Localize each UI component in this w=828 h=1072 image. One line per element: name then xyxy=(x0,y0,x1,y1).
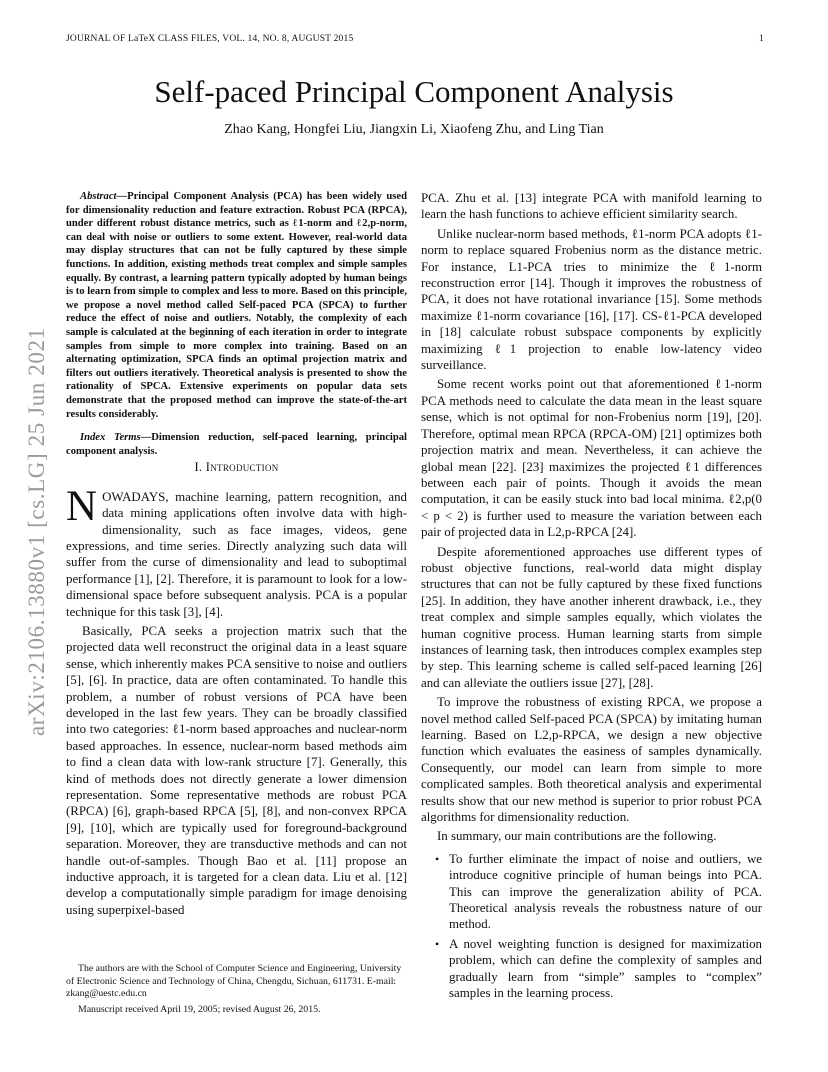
index-terms xyxy=(66,431,407,458)
right-column xyxy=(421,190,762,1005)
abstract-label: Abstract xyxy=(80,191,117,202)
bullet-icon: • xyxy=(435,936,440,951)
index-terms-label: Index Terms xyxy=(80,432,141,444)
intro-paragraph-1 xyxy=(66,482,407,620)
index-terms-text: —Dimension reduction, self-paced learning, principal component analysis. xyxy=(66,432,407,457)
abstract-text: —Principal Component Analysis (PCA) has been widely used for dimensionality reduction and feature extraction. Robust PCA (RPCA), under different robust distance metrics, such as ℓ1-norm and ℓ2,p-norm, can deal with noise or outliers to some extent. However, real-world data may display structures that can not be fully captured by these simple functions. In addition, existing methods treat complex and simple samples equally. By contrast, a learning pattern typically adopted by human beings is to learn from simple to complex and less to more. Based on this principle, we propose a novel method called Self-paced PCA (SPCA) to further reduce the effect of noise and outliers. Notably, the complexity of each sample is calculated at the beginning of each iteration in order to integrate samples from simple to more complex into training. Based on an alternating optimization, SPCA finds an optimal projection matrix and filters out outliers iteratively. Theoretical analysis is presented to show the rationality of SPCA. Extensive experiments on popular data sets demonstrate that the proposed method can improve the state-of-the-art results considerably. xyxy=(66,191,407,420)
abstract xyxy=(66,190,407,421)
right-paragraph-1: PCA. Zhu et al. [13] integrate PCA with manifold learning to learn the hash functions to achieve efficient similarity search. xyxy=(421,191,762,222)
bullet-icon: • xyxy=(435,851,440,866)
running-header: JOURNAL OF LaTeX CLASS FILES, VOL. 14, NO. 8, AUGUST 2015 xyxy=(66,34,354,44)
section-number: I. xyxy=(194,460,203,475)
footnote-affiliation: The authors are with the School of Computer Science and Engineering, University of Electronic Science and Technology of China, Chengdu, Sichuan, 611731. E-mail: zkang@uestc.edu.cn xyxy=(66,963,402,1000)
footnote xyxy=(66,963,407,1016)
list-item xyxy=(421,936,762,1002)
page-number: 1 xyxy=(759,34,764,44)
list-item-text: A novel weighting function is designed for maximization problem, which can define the complexity of samples and gradually learn from “simple” samples to “complex” samples in the learning process. xyxy=(449,936,762,1001)
left-column xyxy=(66,190,407,918)
arxiv-stamp-text: arXiv:2106.13880v1 [cs.LG] 25 Jun 2021 xyxy=(24,327,49,736)
arxiv-stamp xyxy=(22,264,52,736)
right-paragraph-5: To improve the robustness of existing RPCA, we propose a novel method called Self-paced PCA (SPCA) by imitating human learning. Based on L2,p-RPCA, we design a new objective function which evaluates the easiness of samples dynamically. Consequently, our model can learn from simple to more complicated samples. Both theoretical analysis and experimental results show that our new method is superior to prior robust PCA algorithms for dimensionality reduction. xyxy=(421,695,762,825)
right-paragraph-4: Despite aforementioned approaches use different types of robust objective functions, real-world data might display structures that can not be fully captured by these fixed functions [25]. In addition, they have another inherent drawback, i.e., they treat complex and simple samples equally, which violates the human cognitive process. Human learning starts from simple instances of learning task, then introduces complex examples step by step. This learning scheme is called self-paced learning [26] and can alleviate the outliers issue [27], [28]. xyxy=(421,544,762,690)
list-item-text: To further eliminate the impact of noise and outliers, we introduce cognitive principle of human beings into PCA. This can improve the generalization ability of PCA. Theoretical analysis reveals the robustness nature of our method. xyxy=(449,851,762,932)
section-title: Introduction xyxy=(205,460,279,475)
list-item xyxy=(421,851,762,933)
right-paragraph-2: Unlike nuclear-norm based methods, ℓ1-norm PCA adopts ℓ1-norm to replace squared Frobenius norm as the distance metric. For instance, L1-PCA tries to minimize the ℓ1-norm reconstruction error [14]. Though it improves the robustness of PCA, it does not have rotational invariance [15]. Some methods maximize ℓ1-norm covariance [16], [17]. CS-ℓ1-PCA developed in [18] calculate robust subspace components by explicitly maximizing ℓ1 projection to enable low-latency video surveillance. xyxy=(421,226,762,373)
drop-cap: N xyxy=(66,482,98,530)
paper-title: Self-paced Principal Component Analysis xyxy=(154,74,674,109)
contribution-list xyxy=(421,851,762,1002)
footnote-manuscript: Manuscript received April 19, 2005; revised August 26, 2015. xyxy=(78,1003,321,1015)
author-list: Zhao Kang, Hongfei Liu, Jiangxin Li, Xiaofeng Zhu, and Ling Tian xyxy=(224,122,604,137)
section-heading xyxy=(66,459,407,475)
right-paragraph-3: Some recent works point out that aforementioned ℓ1-norm PCA methods need to calculate the data mean in the least square sense, which is not optimal for non-Frobenius norm [19], [20]. Therefore, optimal mean RPCA (RPCA-OM) [21] optimizes both projection matrix and mean. Nevertheless, it can achieve the global mean [22]. [23] maximizes the projected ℓ1 differences between each pair of points. Though it avoids the mean computation, it can be easily stuck into bad local minima. ℓ2,p(0 < p < 2) is further used to measure the variation between each pair of projected data in L2,p-RPCA [24]. xyxy=(421,377,762,540)
intro-paragraph-1-text: machine learning, pattern recognition, and data mining applications often involve data with high-dimensionality, such as face images, videos, gene expressions, and time series. Directly analyzing such data will suffer from the curse of dimensionality and lead to suboptimal performance [1], [2]. Therefore, it is paramount to look for a low-dimensional space before subsequent analysis. PCA is a popular technique for this task [3], [4]. xyxy=(66,489,407,619)
lead-word: OWADAYS, xyxy=(102,489,169,504)
right-paragraph-6: In summary, our main contributions are the following. xyxy=(437,829,717,844)
intro-paragraph-2: Basically, PCA seeks a projection matrix such that the projected data well reconstruct the original data in a least square sense, which inherently makes PCA sensitive to noise and outliers [5], [6]. In practice, data are often contaminated. To handle this problem, a number of robust versions of PCA have been developed in the last few years. They can be broadly classified into two categories: ℓ1-norm based approaches and nuclear-norm based approaches. In essence, nuclear-norm based methods aim to find a clean data with low-rank structure [7]. Generally, this kind of methods does not directly generate a lower dimension representation. Some representative methods are robust PCA (RPCA) [6], graph-based RPCA [5], [8], and non-convex RPCA [9], [10], which are typically used for foreground-background separation. Moreover, they are transductive methods and can not handle out-of-samples. Though Bao et al. [11] propose an inductive approach, it is targeted for a clean data. Liu et al. [12] develop a computationally simple paradigm for image denoising using superpixel-based xyxy=(66,623,407,917)
